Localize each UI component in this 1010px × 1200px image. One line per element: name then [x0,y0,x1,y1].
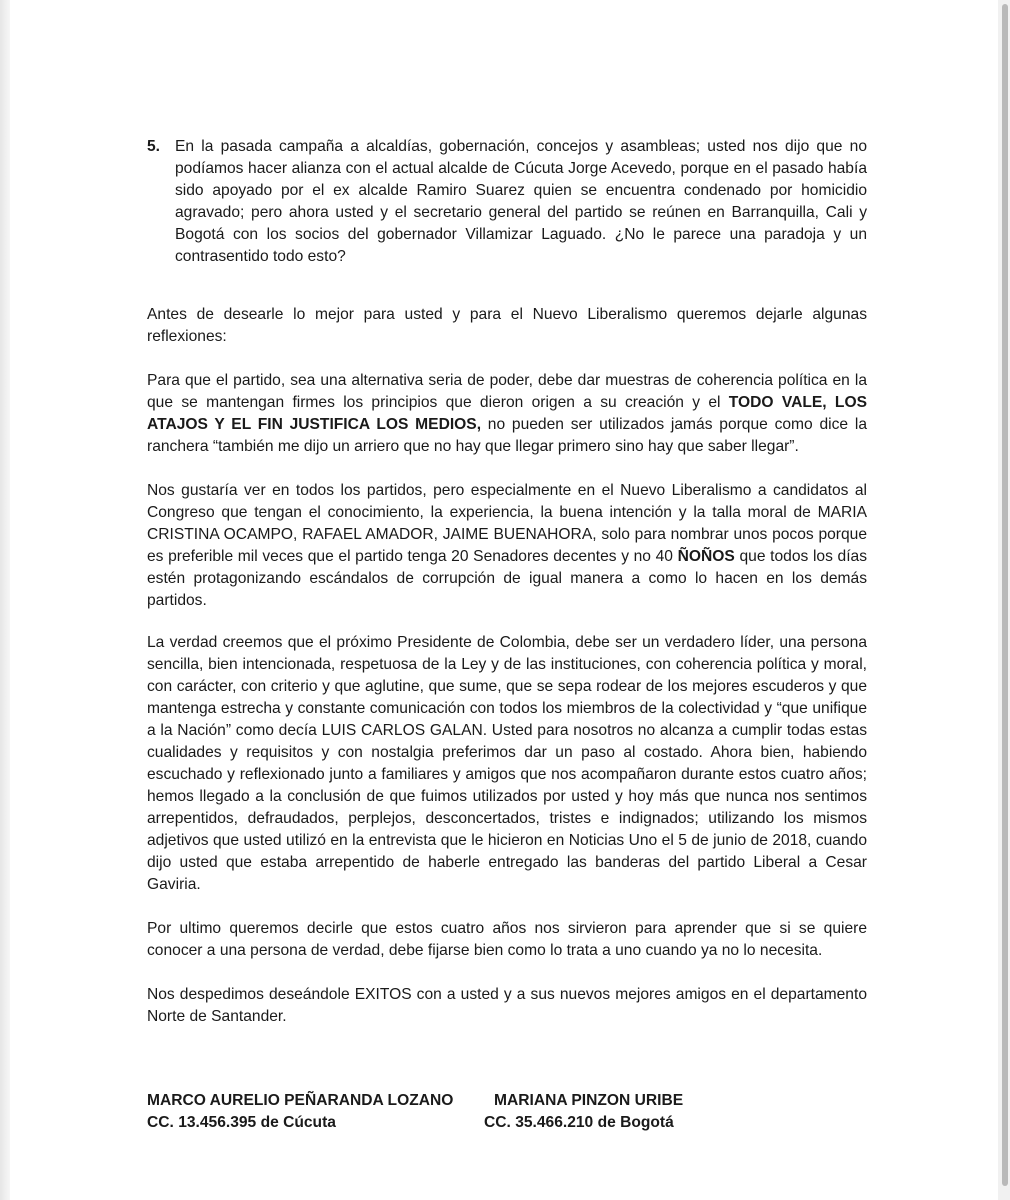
paragraph-coherence [147,370,867,458]
intro-paragraph: Antes de desearle lo mejor para usted y para el Nuevo Liberalismo queremos dejarle algunas reflexiones: [147,306,867,345]
emphasis-text: TODO VALE, LOS ATAJOS Y EL FIN JUSTIFICA LOS MEDIOS, [147,394,867,433]
page-edge [0,0,10,1200]
paragraph-text: Nos gustaría ver en todos los partidos, pero especialmente en el Nuevo Liberalismo a candidatos al Congreso que tengan el conocimiento, la experiencia, la buena intención y la talla moral de MARIA CRISTINA OCAMPO, RAFAEL AMADOR, JAIME BUENAHORA, solo para nombrar unos pocos porque es preferible mil veces que el partido tenga 20 Senadores decentes y no 40 [147,482,867,565]
scrollbar-thumb[interactable] [1002,4,1008,1186]
paragraph-candidates [147,480,867,612]
signatory-id: CC. 13.456.395 de Cúcuta [147,1114,336,1131]
emphasis-text: ÑOÑOS [677,548,735,565]
signatory-name: MARCO AURELIO PEÑARANDA LOZANO [147,1092,454,1109]
paragraph-text: no pueden ser utilizados jamás porque como dice la ranchera “también me dijo un arriero que no hay que llegar primero sino hay que saber llegar”. [147,416,867,455]
paragraph-president: La verdad creemos que el próximo Presidente de Colombia, debe ser un verdadero líder, una persona sencilla, bien intencionada, respetuosa de la Ley y de las instituciones, con coherencia política y moral, con carácter, con criterio y que aglutine, que sume, que se sepa rodear de los mejores escuderos y que mantenga estrecha y constante comunicación con todos los miembros de la colectividad y “que unifique a la Nación” como decía LUIS CARLOS GALAN. Usted para nosotros no alcanza a cumplir todas estas cualidades y requisitos y con nostalgia preferimos dar un paso al costado. Ahora bien, habiendo escuchado y reflexionado junto a familiares y amigos que nos acompañaron durante estos cuatro años; hemos llegado a la conclusión de que fuimos utilizados por usted y hoy más que nunca nos sentimos arrepentidos, defraudados, perplejos, desconcertados, tristes e indignados; utilizando los mismos adjetivos que usted utilizó en la entrevista que le hicieron en Noticias Uno el 5 de junio de 2018, cuando dijo usted que estaba arrepentido de haberle entregado las banderas del partido Liberal a Cesar Gaviria. [147,634,867,893]
signature-block [147,1090,453,1134]
paragraph-lesson: Por ultimo queremos decirle que estos cuatro años nos sirvieron para aprender que si se quiere conocer a una persona de verdad, debe fijarse bien como lo trata a uno cuando ya no lo necesita. [147,920,867,959]
signature-block [484,1090,683,1134]
signatory-name: MARIANA PINZON URIBE [494,1092,684,1109]
paragraph-farewell: Nos despedimos deseándole EXITOS con a usted y a sus nuevos mejores amigos en el departamento Norte de Santander. [147,986,867,1025]
paragraph-text: que todos los días estén protagonizando escándalos de corrupción de igual manera a como lo hacen en los demás partidos. [147,548,867,609]
scrollbar[interactable] [998,0,1010,1200]
signatory-id: CC. 35.466.210 de Bogotá [484,1114,674,1131]
list-item-5 [147,136,867,268]
paragraph-text: Para que el partido, sea una alternativa seria de poder, debe dar muestras de coherencia política en la que se mantengan firmes los principios que dieron origen a su creación y el [147,372,867,411]
list-item-number: 5. [147,138,161,155]
list-item-text: En la pasada campaña a alcaldías, gobernación, concejos y asambleas; usted nos dijo que no podíamos hacer alianza con el actual alcalde de Cúcuta Jorge Acevedo, porque en el pasado había sido apoyado por el ex alcalde Ramiro Suarez quien se encuentra condenado por homicidio agravado; pero ahora usted y el secretario general del partido se reúnen en Barranquilla, Cali y Bogotá con los socios del gobernador Villamizar Laguado. ¿No le parece una paradoja y un contrasentido todo esto? [175,138,867,265]
